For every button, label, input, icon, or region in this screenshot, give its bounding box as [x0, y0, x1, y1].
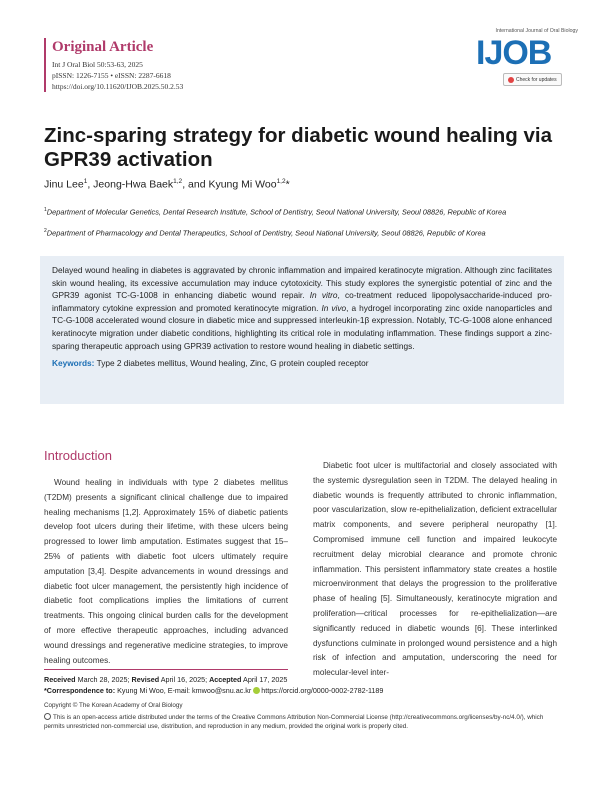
author-list	[44, 178, 564, 191]
revised-date: April 16, 2025;	[160, 675, 208, 684]
keywords	[52, 358, 552, 368]
crossmark-icon	[508, 77, 514, 83]
abstract-in-vivo: In vivo	[321, 302, 347, 313]
author-name: Jinu Lee	[44, 178, 84, 191]
article-dates	[44, 675, 564, 685]
license-text: This is an open-access article distributed under the terms of the Creative Commons Attribution Non-Commercial License (http://creativecommons.org/licenses/by-nc/4.0/), which permits unrestricted non-commercial use, distribution, and reproduction in any medium, provided the original work is properly cited.	[44, 714, 544, 730]
doi-link[interactable]: https://doi.org/10.11620/IJOB.2025.50.2.53	[52, 82, 184, 91]
body-text-left-column: Wound healing in individuals with type 2 diabetes mellitus (T2DM) presents a significant clinical challenge due to impaired healing mechanisms [1,2]. Approximately 15% of diabetic patients develop foot ulcers during their lifetime, with these ulcers being progressed to lower limb amputation. Estimates suggest that 15–25% of patients with diabetic foot ulcers ultimately require amputation [3,4]. Despite advancements in wound dressings and diabetic foot ulcer management, the persistently high incidence of diabetic foot complications implies the limitations of current treatments. This ongoing clinical burden calls for the development of more effective therapeutic approaches, including advanced wound dressings and regenerative medicine strategies, to improve healing outcomes.	[44, 478, 288, 665]
correspondence-label: *Correspondence to:	[44, 686, 116, 695]
correspondence-text: Kyung Mi Woo, E-mail: kmwoo@snu.ac.kr	[117, 686, 252, 695]
correspondence	[44, 686, 564, 696]
license-note	[44, 713, 564, 731]
abstract-text	[52, 264, 552, 352]
body-text-right-column: Diabetic foot ulcer is multifactorial and closely associated with the systemic dysregulation seen in T2DM. The delayed healing in diabetic wounds is frequently attributed to chronic inflammation, poor vascularization, slow re-epithelialization, deficient extracellular matrix components, and severe peripheral neuropathy [1]. Compromised immune cell function and impaired leukocyte recruitment delay microbial clearance and promote chronic inflammation. This persistent inflammatory state creates a hostile microenvironment that delays the progression to the proliferative phase of healing [5]. Simultaneously, keratinocyte migration and proliferation—critical processes for re-epithelialization—are significantly reduced in diabetic wounds [6]. These interlinked dysfunctions culminate in prolonged wound persistence and a high risk of infection and amputation, underscoring the need for molecular-level inter-	[313, 461, 557, 678]
article-title: Zinc-sparing strategy for diabetic wound healing via GPR39 activation	[44, 124, 553, 171]
affiliation-text: Department of Molecular Genetics, Dental Research Institute, School of Dentistry, Seoul National University, Seoul 08826, Republic of Korea	[46, 207, 507, 217]
accepted-label: Accepted	[209, 675, 242, 684]
orcid-link[interactable]: https://orcid.org/0000-0002-2782-1189	[261, 686, 384, 695]
affiliation-number: 2	[44, 228, 47, 234]
abstract-in-vitro: In vitro	[309, 290, 338, 301]
check-updates-button[interactable]	[503, 73, 562, 86]
author-affiliation-mark: 1,2	[173, 178, 183, 185]
keywords-text: Type 2 diabetes mellitus, Wound healing, Zinc, G protein coupled receptor	[96, 358, 369, 369]
journal-logo: IJOB	[476, 34, 552, 72]
author-name: Kyung Mi Woo	[208, 178, 277, 191]
revised-label: Revised	[131, 675, 160, 684]
check-updates-label: Check for updates	[516, 76, 557, 83]
author-affiliation-mark: 1	[83, 178, 88, 185]
keywords-label: Keywords:	[52, 358, 95, 369]
abstract-box	[40, 256, 564, 404]
article-header	[44, 38, 312, 92]
author-affiliation-mark: 1,2	[276, 178, 286, 185]
abstract-part: , co-treatment reduced lipopolysaccharide-induced pro-inflammatory cytokine expression and promoted keratinocyte migration.	[52, 290, 553, 313]
copyright: Copyright © The Korean Academy of Oral Biology	[44, 702, 183, 709]
affiliation-text: Department of Pharmacology and Dental Therapeutics, School of Dentistry, Seoul National University, Seoul 08826, Republic of Korea	[46, 228, 486, 238]
journal-name: International Journal of Oral Biology	[495, 28, 578, 34]
affiliation	[44, 226, 564, 239]
corresponding-mark: *	[285, 178, 290, 191]
affiliation	[44, 205, 564, 218]
section-heading-introduction: Introduction	[44, 448, 112, 463]
article-type: Original Article	[52, 39, 154, 55]
creative-commons-icon	[44, 713, 51, 720]
affiliation-number: 1	[44, 207, 47, 213]
footer-divider	[44, 669, 288, 670]
received-date: March 28, 2025;	[77, 675, 130, 684]
orcid-icon	[253, 687, 260, 694]
citation: Int J Oral Biol 50:53-63, 2025	[52, 60, 143, 69]
author-separator: ,	[87, 178, 94, 191]
abstract-part: Delayed wound healing in diabetes is aggravated by chronic inflammation and impaired keratinocyte migration. Although zinc facilitates skin wound healing, its excessive accumulation may induce cytotoxicity. This study explores the synergistic potential of zinc and the GPR39 agonist TC-G-1008 in enhancing diabetic wound repair.	[52, 265, 552, 301]
issn: pISSN: 1226-7155 • eISSN: 2287-6618	[52, 71, 171, 80]
accepted-date: April 17, 2025	[243, 675, 288, 684]
abstract-part: , a hydrogel incorporating zinc oxide nanoparticles and TC-G-1008 accelerated wound closure in diabetic mice and suppressed interleukin-1β expression. Notably, TC-G-1008 alone enhanced keratinocyte migration under diabetic conditions, highlighting its critical role in modulating inflammation. These findings support a zinc-sparing therapeutic approach using GPR39 activation to restore wound healing in diabetic settings.	[52, 302, 552, 351]
author-separator: , and	[182, 178, 209, 191]
received-label: Received	[44, 675, 76, 684]
author-name: Jeong-Hwa Baek	[93, 178, 174, 191]
